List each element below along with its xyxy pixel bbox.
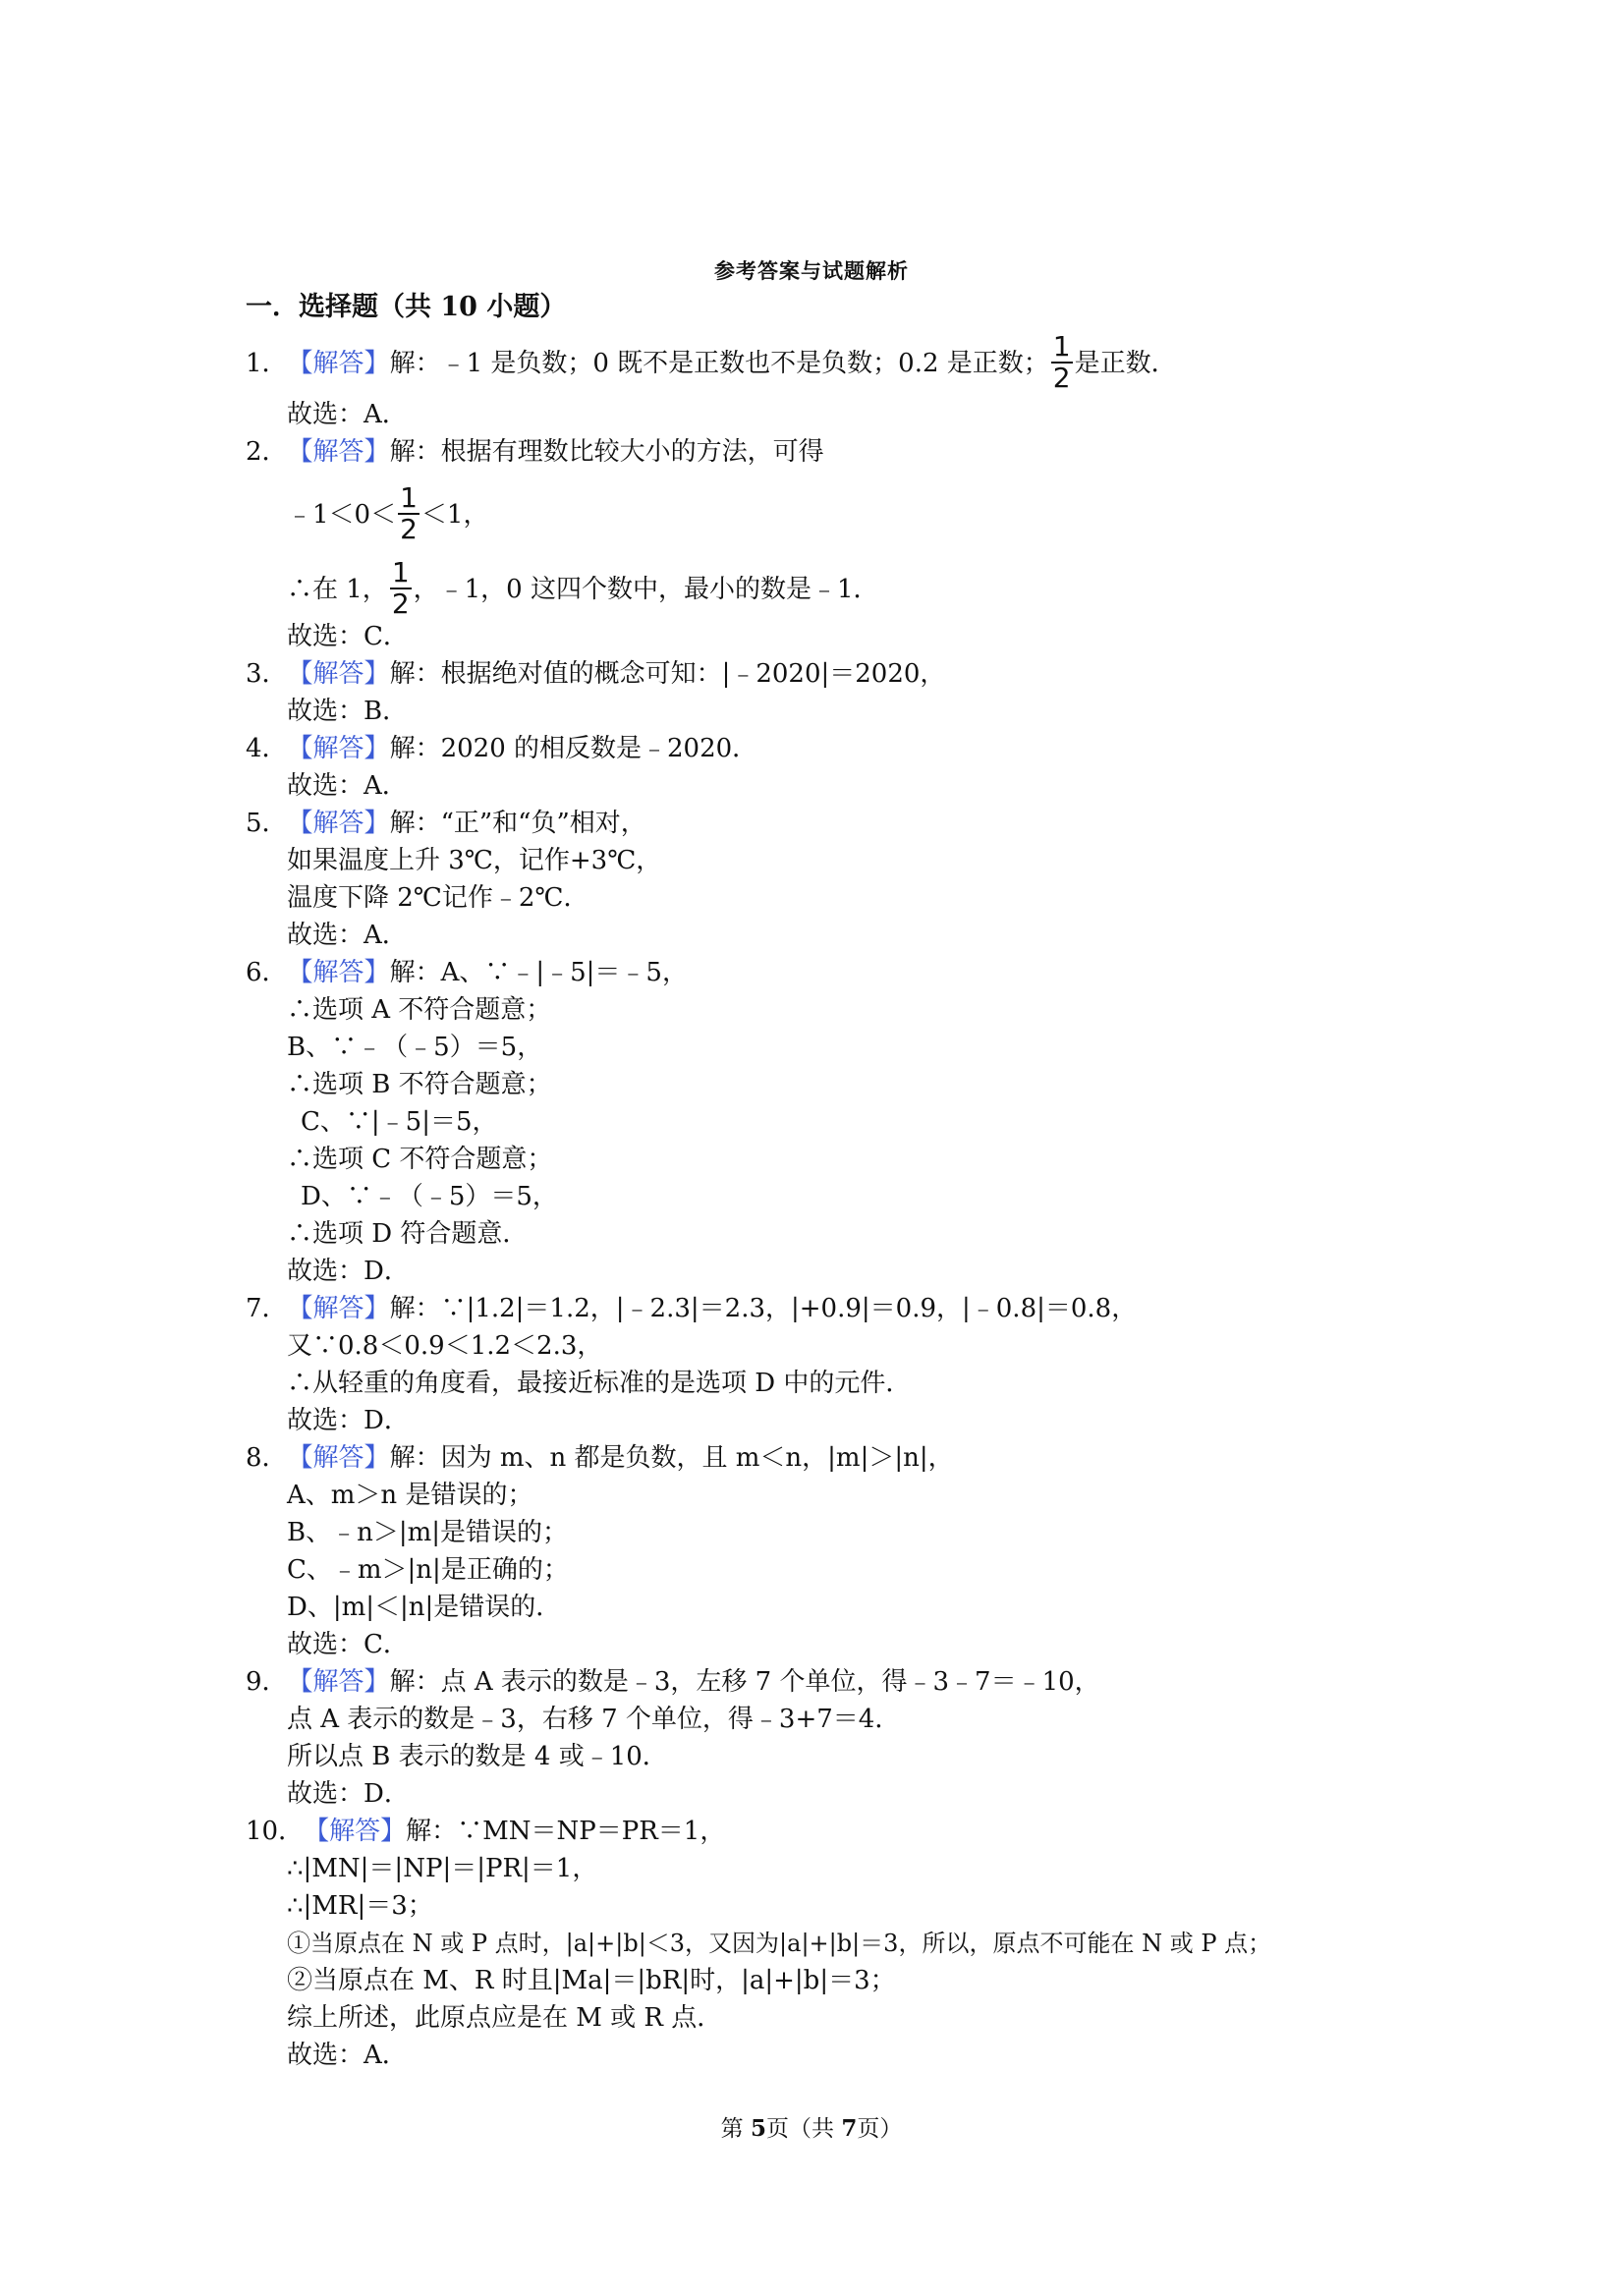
q5-line-2: 如果温度上升 3℃，记作+3℃， [287,846,662,875]
answer-tag: 【解答】 [287,437,390,467]
q5-choice: 故选：A． [287,921,408,950]
q10-choice: 故选：A． [287,2041,408,2070]
q7-choice: 故选：D． [287,1406,410,1435]
q6-choice: 故选：D． [287,1257,410,1286]
answer-tag: 【解答】 [287,958,390,987]
answer-tag: 【解答】 [287,349,390,378]
q6-line-8: ∴选项 D 符合题意． [287,1219,529,1249]
q2-choice: 故选：C． [287,622,409,651]
q7-line-1: 7．【解答】解：∵|1.2|＝1.2，|﹣2.3|＝2.3，|+0.9|＝0.9，|﹣0.8|＝0.8， [246,1294,1138,1323]
q8-line-5: D、|m|＜|n|是错误的． [287,1593,562,1622]
fraction-one-half: $\frac{1}{2}$ [1052,330,1071,394]
page-title: 参考答案与试题解析 [714,258,909,283]
q10-line-4: ①当原点在 N 或 P 点时，|a|+|b|＜3，又因为|a|+|b|＝3，所以，原点不可能在 N 或 P 点； [287,1930,1272,1957]
q6-line-6: ∴选项 C 不符合题意； [287,1145,553,1174]
q8-line-2: A、m＞n 是错误的； [287,1481,533,1510]
q5-line-3: 温度下降 2℃记作﹣2℃． [287,883,589,913]
total-pages: 7 [841,2115,858,2142]
q3-choice: 故选：B． [287,697,409,726]
q6-line-5: C、∵|﹣5|＝5， [301,1107,498,1137]
q10-line-2: ∴|MN|＝|NP|＝|PR|＝1， [287,1854,598,1883]
answer-tag: 【解答】 [287,659,390,689]
q8-line-3: B、﹣n＞|m|是错误的； [287,1518,569,1547]
q9-choice: 故选：D． [287,1779,410,1809]
q9-line-3: 所以点 B 表示的数是 4 或﹣10． [287,1742,668,1771]
q6-line-2: ∴选项 A 不符合题意； [287,995,552,1025]
q1-choice: 故选：A． [287,400,408,429]
q6-line-4: ∴选项 B 不符合题意； [287,1070,552,1099]
q10-line-6: 综上所述，此原点应是在 M 或 R 点． [287,2003,723,2033]
answer-tag: 【解答】 [287,1443,390,1473]
q1-text-b: 是正数． [1074,349,1177,378]
page-footer: 第 5页（共 7页） [720,2115,903,2142]
q1-number: 1． [246,349,288,378]
page-number: 5 [750,2115,766,2142]
q2-text-1: 解：根据有理数比较大小的方法，可得 [389,437,824,467]
q2-line-2: ﹣1＜0＜ $\frac{1}{2}$ ＜1， [287,481,489,545]
q4-choice: 故选：A． [287,771,408,801]
answer-tag: 【解答】 [287,1294,390,1323]
q8-line-4: C、﹣m＞|n|是正确的； [287,1555,569,1585]
q2-number: 2． [246,437,288,467]
q6-line-3: B、∵﹣（﹣5）＝5， [287,1033,543,1062]
q3-line-1: 3．【解答】解：根据绝对值的概念可知：|﹣2020|＝2020， [246,659,946,689]
fraction-one-half: $\frac{1}{2}$ [391,556,410,620]
q10-line-5: ②当原点在 M、R 时且|Ma|＝|bR|时，|a|+|b|＝3； [287,1966,896,1995]
q8-line-1: 8．【解答】解：因为 m、n 都是负数，且 m＜n，|m|＞|n|， [246,1443,954,1473]
q6-line-7: D、∵﹣（﹣5）＝5， [301,1182,558,1211]
answer-tag: 【解答】 [304,1817,407,1846]
q7-line-2: 又∵0.8＜0.9＜1.2＜2.3， [287,1331,603,1361]
q1-text-a: 解：﹣1 是负数；0 既不是正数也不是负数；0.2 是正数； [389,349,1049,378]
q1-line-1 [246,330,1177,395]
fraction-one-half: $\frac{1}{2}$ [400,481,418,545]
q10-line-1: 10．【解答】解：∵MN＝NP＝PR＝1， [246,1817,726,1846]
q5-line-1: 5．【解答】解：“正”和“负”相对， [246,809,646,838]
q8-choice: 故选：C． [287,1630,409,1659]
section-title: 一．选择题（共 10 小题） [246,292,567,322]
q4-line-1: 4．【解答】解：2020 的相反数是﹣2020． [246,734,758,763]
q2-line-1 [246,436,824,468]
q9-line-1: 9．【解答】解：点 A 表示的数是﹣3，左移 7 个单位，得﹣3﹣7＝﹣10， [246,1667,1100,1697]
answer-tag: 【解答】 [287,809,390,838]
q2-line-3: ∴在 1， $\frac{1}{2}$ ，﹣1，0 这四个数中，最小的数是﹣1． [287,556,879,620]
q7-line-3: ∴从轻重的角度看，最接近标准的是选项 D 中的元件． [287,1369,912,1398]
q6-line-1: 6．【解答】解：A、∵﹣|﹣5|＝﹣5， [246,958,688,987]
answer-tag: 【解答】 [287,734,390,763]
answer-tag: 【解答】 [287,1667,390,1697]
q10-line-3: ∴|MR|＝3； [287,1891,433,1921]
q9-line-2: 点 A 表示的数是﹣3，右移 7 个单位，得﹣3+7＝4． [287,1705,901,1734]
